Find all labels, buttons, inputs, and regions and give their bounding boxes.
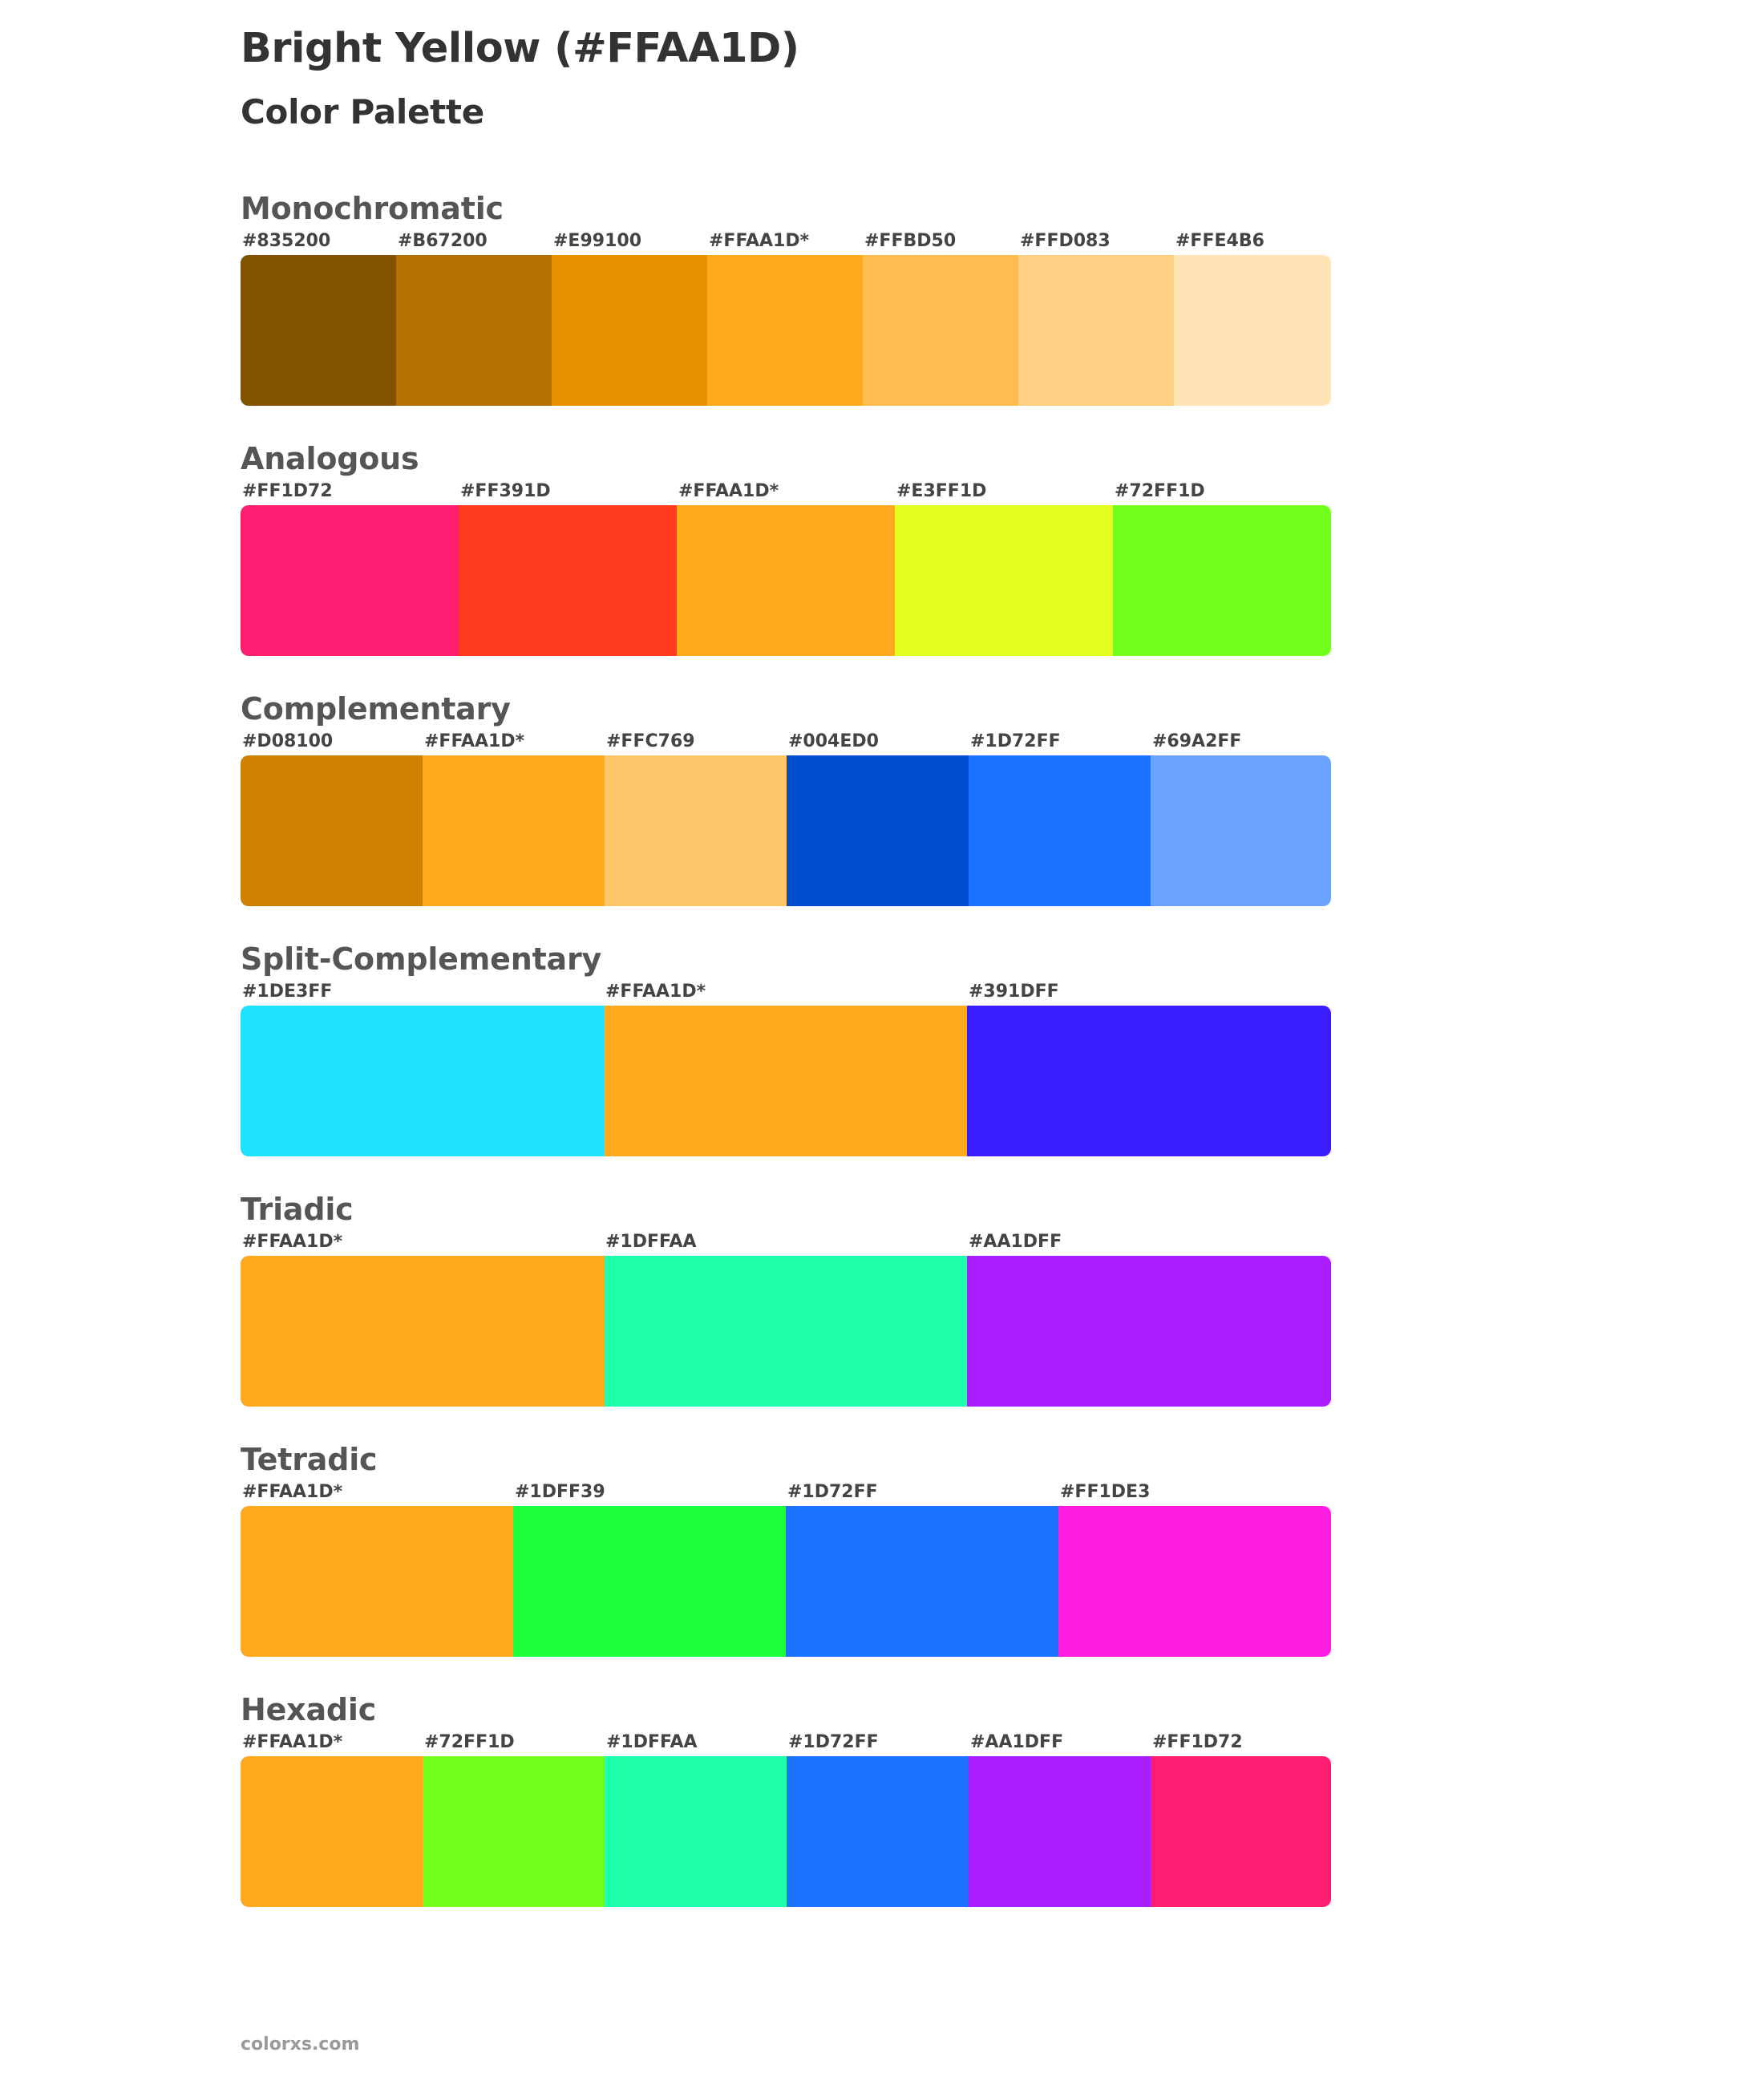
color-swatch[interactable] bbox=[604, 1232, 967, 1407]
swatch-hex-label: #1DFFAA bbox=[605, 1231, 697, 1252]
swatch-hex-label: #FF1DE3 bbox=[1060, 1481, 1151, 1502]
swatch-hex-label: #FFAA1D* bbox=[678, 480, 779, 501]
swatch-color-chip[interactable] bbox=[604, 1256, 967, 1407]
palette-section bbox=[0, 1192, 1764, 1407]
swatch-hex-label: #FFBD50 bbox=[864, 230, 957, 251]
color-swatch[interactable] bbox=[605, 1732, 787, 1907]
swatch-hex-label: #72FF1D bbox=[424, 1731, 515, 1752]
swatch-color-chip[interactable] bbox=[786, 1506, 1058, 1657]
color-swatch[interactable] bbox=[1151, 1732, 1331, 1907]
swatch-row bbox=[241, 1732, 1331, 1907]
swatch-hex-label: #72FF1D bbox=[1115, 480, 1205, 501]
swatch-hex-label: #1D72FF bbox=[787, 1481, 878, 1502]
swatch-hex-label: #FF391D bbox=[460, 480, 551, 501]
swatch-color-chip[interactable] bbox=[969, 755, 1151, 906]
swatch-color-chip[interactable] bbox=[241, 505, 459, 656]
swatch-color-chip[interactable] bbox=[552, 255, 707, 406]
swatch-color-chip[interactable] bbox=[1174, 255, 1331, 406]
color-swatch[interactable] bbox=[969, 1732, 1151, 1907]
color-swatch[interactable] bbox=[677, 481, 895, 656]
swatch-hex-label: #FFAA1D* bbox=[605, 981, 706, 1002]
swatch-hex-label: #AA1DFF bbox=[970, 1731, 1064, 1752]
color-swatch[interactable] bbox=[241, 481, 459, 656]
swatch-color-chip[interactable] bbox=[895, 505, 1113, 656]
swatch-hex-label: #FF1D72 bbox=[242, 480, 333, 501]
palette-section bbox=[0, 691, 1764, 906]
swatch-color-chip[interactable] bbox=[969, 1756, 1151, 1907]
swatch-color-chip[interactable] bbox=[241, 1756, 423, 1907]
swatch-hex-label: #391DFF bbox=[969, 981, 1059, 1002]
swatch-color-chip[interactable] bbox=[241, 1506, 513, 1657]
swatch-color-chip[interactable] bbox=[605, 1756, 787, 1907]
color-swatch[interactable] bbox=[513, 1482, 786, 1657]
swatch-row bbox=[241, 1232, 1331, 1407]
palette-section bbox=[0, 191, 1764, 406]
color-swatch[interactable] bbox=[786, 1482, 1058, 1657]
color-swatch[interactable] bbox=[967, 1232, 1331, 1407]
swatch-hex-label: #AA1DFF bbox=[969, 1231, 1062, 1252]
swatch-hex-label: #D08100 bbox=[242, 731, 334, 751]
swatch-hex-label: #1D72FF bbox=[788, 1731, 879, 1752]
color-swatch[interactable] bbox=[423, 731, 605, 906]
color-swatch[interactable] bbox=[707, 231, 863, 406]
swatch-hex-label: #1D72FF bbox=[970, 731, 1061, 751]
swatch-hex-label: #1DFF39 bbox=[515, 1481, 605, 1502]
section-spacer bbox=[0, 1156, 1764, 1192]
section-title: Tetradic bbox=[241, 1441, 378, 1477]
swatch-color-chip[interactable] bbox=[241, 1256, 604, 1407]
page-header bbox=[0, 0, 1764, 133]
swatch-row bbox=[241, 982, 1331, 1156]
section-title: Analogous bbox=[241, 440, 419, 476]
section-title: Complementary bbox=[241, 690, 511, 727]
swatch-hex-label: #FFC769 bbox=[606, 731, 695, 751]
page-title: Bright Yellow (#FFAA1D) bbox=[241, 25, 799, 72]
swatch-row bbox=[241, 231, 1331, 406]
color-swatch[interactable] bbox=[241, 731, 423, 906]
section-spacer bbox=[0, 1657, 1764, 1692]
color-swatch[interactable] bbox=[241, 982, 604, 1156]
color-swatch[interactable] bbox=[1113, 481, 1331, 656]
swatch-color-chip[interactable] bbox=[967, 1006, 1331, 1156]
swatch-hex-label: #E99100 bbox=[553, 230, 641, 251]
swatch-row bbox=[241, 1482, 1331, 1657]
swatch-hex-label: #FFAA1D* bbox=[242, 1731, 343, 1752]
color-swatch[interactable] bbox=[396, 231, 552, 406]
swatch-color-chip[interactable] bbox=[1018, 255, 1174, 406]
section-title: Triadic bbox=[241, 1191, 354, 1227]
swatch-row bbox=[241, 731, 1331, 906]
swatch-hex-label: #FF1D72 bbox=[1152, 1731, 1243, 1752]
swatch-hex-label: #FFAA1D* bbox=[709, 230, 810, 251]
palette-section bbox=[0, 441, 1764, 656]
color-swatch[interactable] bbox=[895, 481, 1113, 656]
swatch-color-chip[interactable] bbox=[423, 1756, 605, 1907]
swatch-color-chip[interactable] bbox=[604, 1006, 967, 1156]
color-swatch[interactable] bbox=[605, 731, 787, 906]
color-swatch[interactable] bbox=[787, 731, 969, 906]
swatch-hex-label: #FFE4B6 bbox=[1175, 230, 1264, 251]
swatch-color-chip[interactable] bbox=[1113, 505, 1331, 656]
color-swatch[interactable] bbox=[1174, 231, 1331, 406]
palette-sections bbox=[0, 191, 1764, 1942]
color-swatch[interactable] bbox=[241, 231, 396, 406]
section-spacer bbox=[0, 406, 1764, 441]
color-swatch[interactable] bbox=[459, 481, 677, 656]
swatch-color-chip[interactable] bbox=[787, 1756, 969, 1907]
color-swatch[interactable] bbox=[969, 731, 1151, 906]
swatch-hex-label: #1DFFAA bbox=[606, 1731, 698, 1752]
section-spacer bbox=[0, 1907, 1764, 1942]
site-credit: colorxs.com bbox=[241, 2034, 360, 2055]
color-swatch[interactable] bbox=[787, 1732, 969, 1907]
color-swatch[interactable] bbox=[967, 982, 1331, 1156]
swatch-color-chip[interactable] bbox=[863, 255, 1018, 406]
color-swatch[interactable] bbox=[552, 231, 707, 406]
color-swatch[interactable] bbox=[863, 231, 1018, 406]
swatch-hex-label: #FFD083 bbox=[1020, 230, 1111, 251]
swatch-color-chip[interactable] bbox=[605, 755, 787, 906]
section-title: Monochromatic bbox=[241, 190, 504, 226]
swatch-row bbox=[241, 481, 1331, 656]
swatch-hex-label: #FFAA1D* bbox=[424, 731, 525, 751]
color-swatch[interactable] bbox=[1018, 231, 1174, 406]
swatch-color-chip[interactable] bbox=[513, 1506, 786, 1657]
palette-section bbox=[0, 1692, 1764, 1907]
swatch-hex-label: #835200 bbox=[242, 230, 331, 251]
swatch-color-chip[interactable] bbox=[707, 255, 863, 406]
swatch-color-chip[interactable] bbox=[459, 505, 677, 656]
section-spacer bbox=[0, 1407, 1764, 1442]
color-swatch[interactable] bbox=[1058, 1482, 1331, 1657]
swatch-hex-label: #004ED0 bbox=[788, 731, 879, 751]
swatch-color-chip[interactable] bbox=[1058, 1506, 1331, 1657]
page-subtitle: Color Palette bbox=[241, 92, 484, 132]
section-title: Hexadic bbox=[241, 1691, 377, 1727]
swatch-color-chip[interactable] bbox=[241, 1006, 604, 1156]
swatch-hex-label: #FFAA1D* bbox=[242, 1481, 343, 1502]
section-spacer bbox=[0, 656, 1764, 691]
swatch-color-chip[interactable] bbox=[396, 255, 552, 406]
swatch-color-chip[interactable] bbox=[241, 255, 396, 406]
color-swatch[interactable] bbox=[604, 982, 967, 1156]
swatch-color-chip[interactable] bbox=[787, 755, 969, 906]
swatch-hex-label: #69A2FF bbox=[1152, 731, 1242, 751]
swatch-hex-label: #1DE3FF bbox=[242, 981, 333, 1002]
swatch-color-chip[interactable] bbox=[1151, 755, 1331, 906]
color-swatch[interactable] bbox=[241, 1232, 604, 1407]
palette-section bbox=[0, 1442, 1764, 1657]
color-swatch[interactable] bbox=[241, 1482, 513, 1657]
swatch-hex-label: #FFAA1D* bbox=[242, 1231, 343, 1252]
color-swatch[interactable] bbox=[241, 1732, 423, 1907]
swatch-color-chip[interactable] bbox=[423, 755, 605, 906]
color-swatch[interactable] bbox=[423, 1732, 605, 1907]
swatch-color-chip[interactable] bbox=[1151, 1756, 1331, 1907]
palette-section bbox=[0, 941, 1764, 1156]
section-spacer bbox=[0, 906, 1764, 941]
swatch-color-chip[interactable] bbox=[967, 1256, 1331, 1407]
swatch-color-chip[interactable] bbox=[677, 505, 895, 656]
color-swatch[interactable] bbox=[1151, 731, 1331, 906]
swatch-hex-label: #E3FF1D bbox=[896, 480, 987, 501]
swatch-color-chip[interactable] bbox=[241, 755, 423, 906]
swatch-hex-label: #B67200 bbox=[398, 230, 488, 251]
section-title: Split-Complementary bbox=[241, 941, 602, 977]
